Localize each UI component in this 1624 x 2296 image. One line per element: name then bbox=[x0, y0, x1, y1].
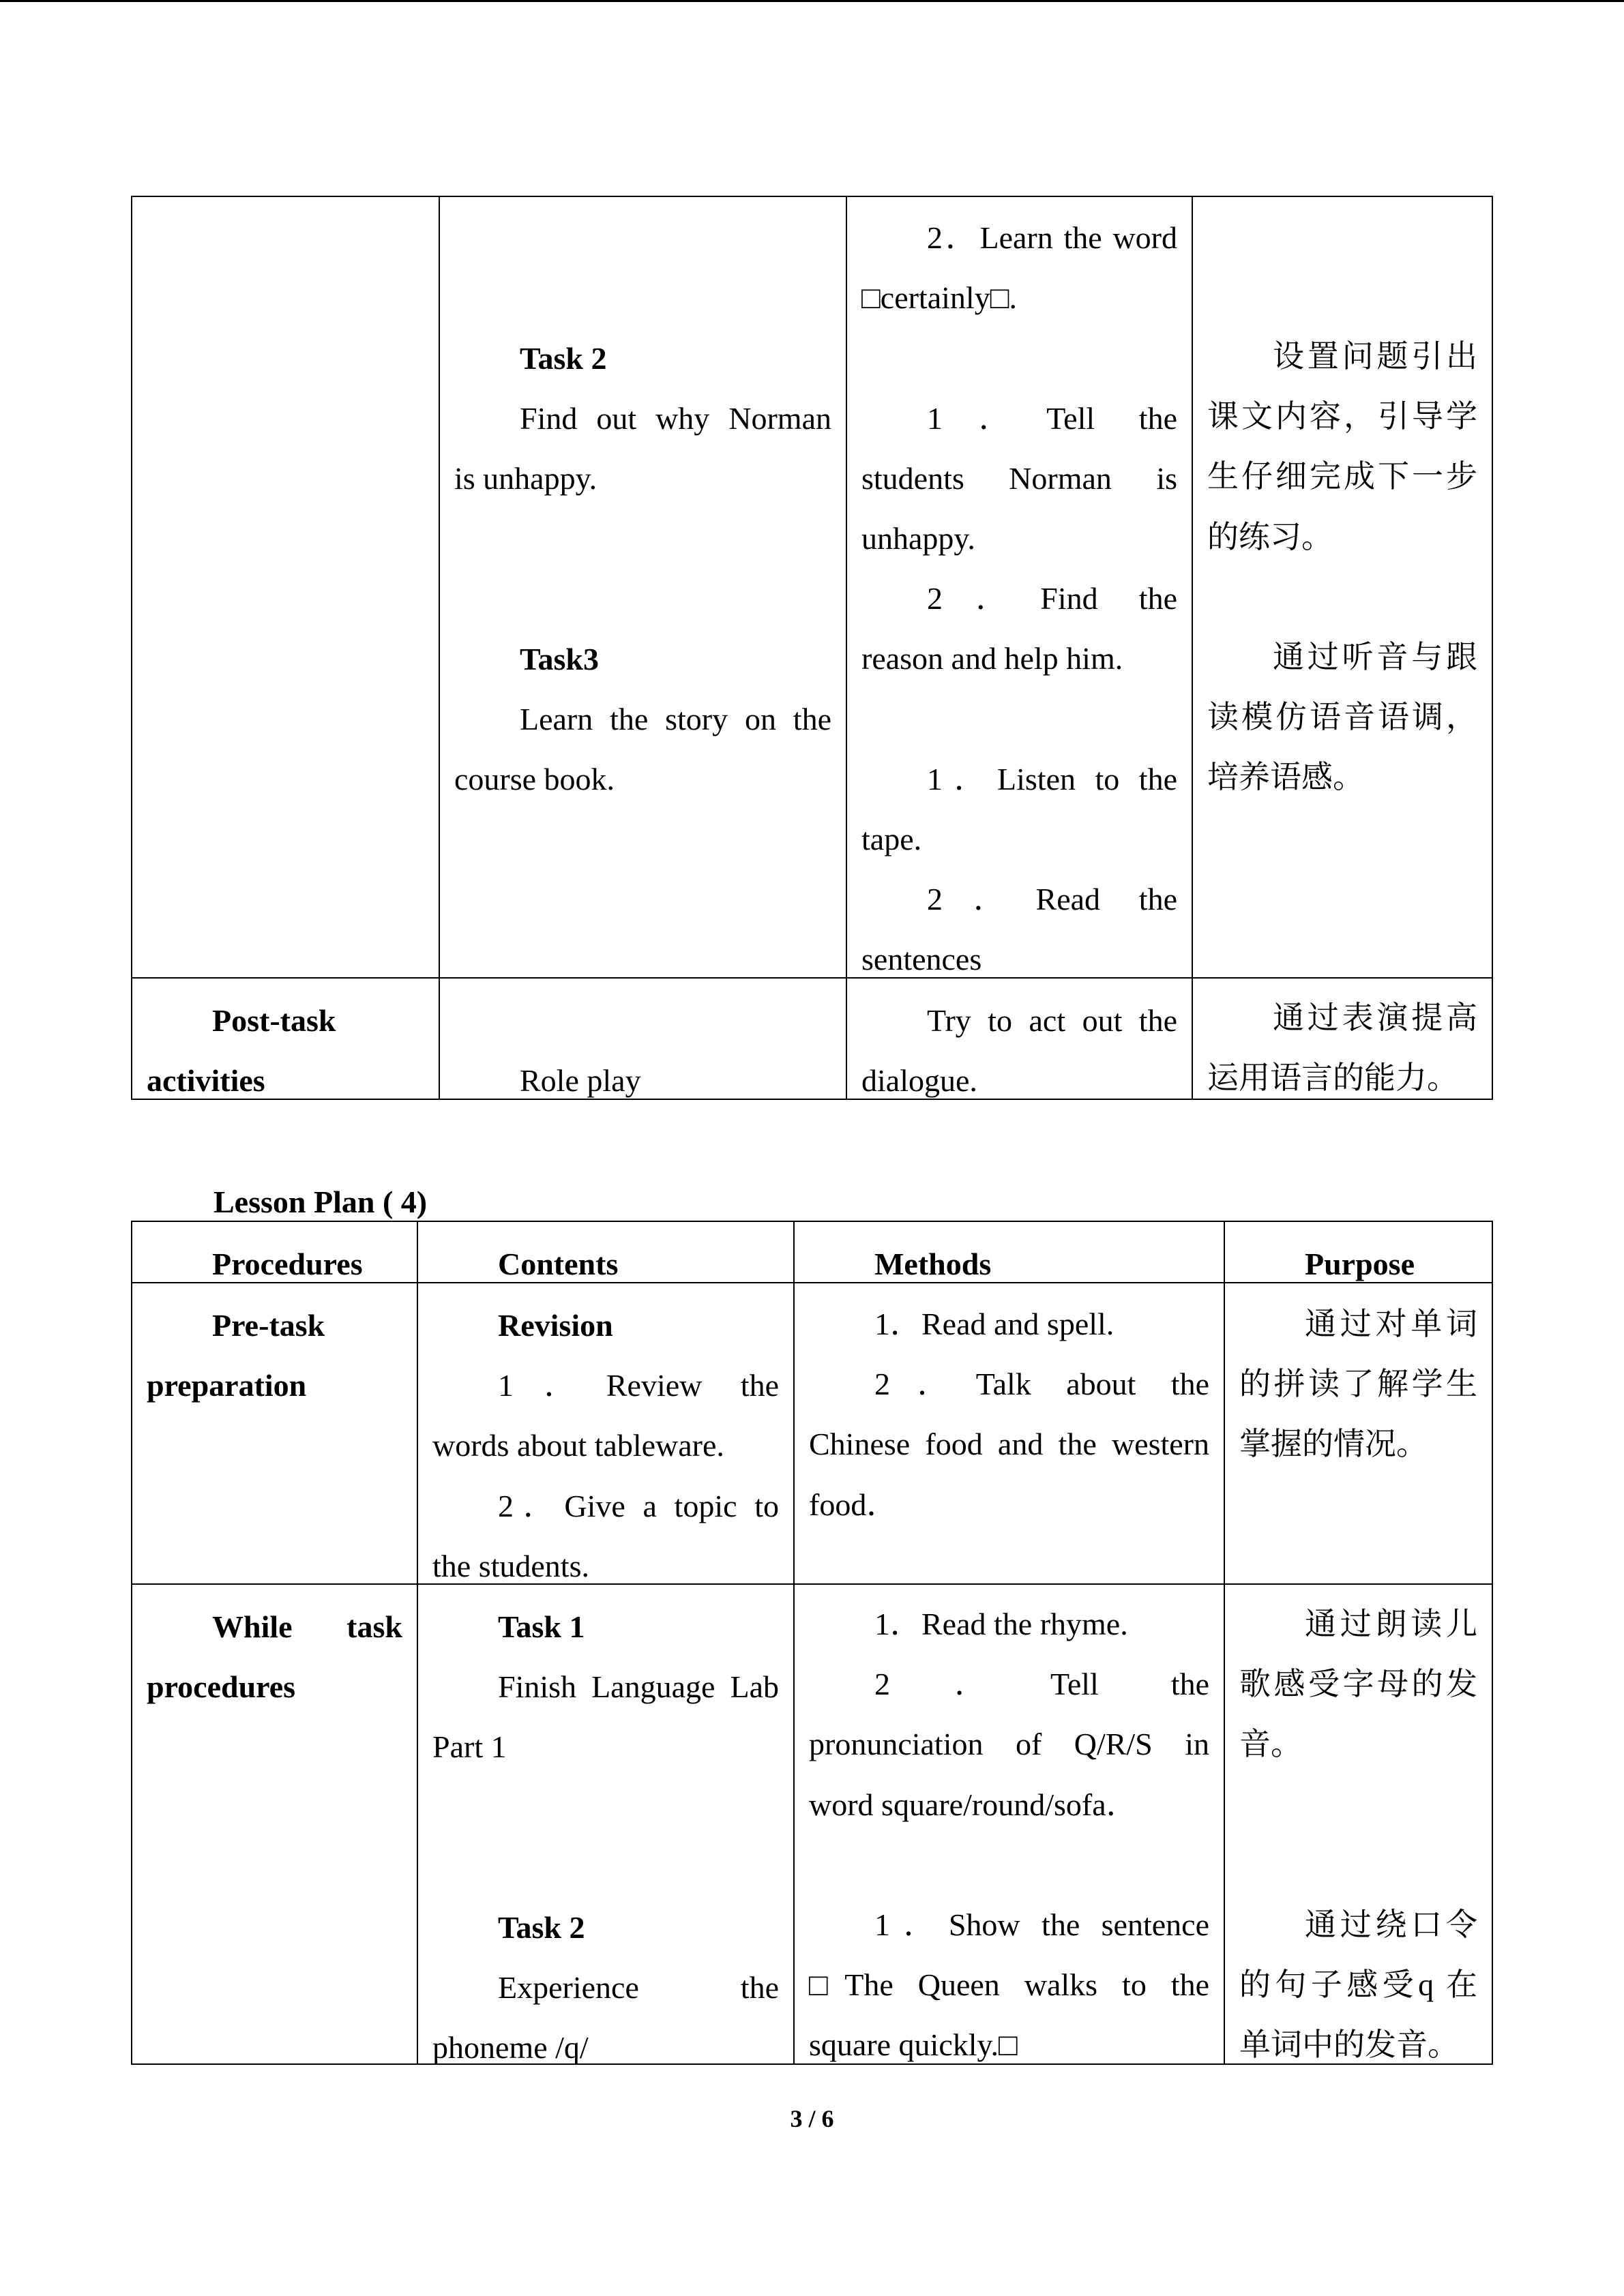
paragraph-group bbox=[1207, 627, 1477, 808]
text-line: Try to act out the bbox=[927, 1003, 1177, 1038]
paragraph bbox=[809, 1594, 1209, 1654]
paragraph bbox=[147, 1296, 402, 1416]
cell-methods bbox=[795, 1585, 1225, 2065]
text-line: 1．Read the rhyme. bbox=[874, 1607, 1128, 1641]
task-heading bbox=[432, 1898, 779, 1958]
text-line: 的拼读了解学生 bbox=[1239, 1367, 1477, 1402]
paragraph bbox=[809, 1354, 1209, 1535]
paragraph bbox=[809, 1895, 1209, 2076]
text-line: activities bbox=[147, 1063, 265, 1099]
task-heading bbox=[454, 629, 831, 689]
paragraph bbox=[147, 991, 424, 1111]
cell-contents bbox=[418, 1283, 795, 1585]
text-line: word square/round/sofa． bbox=[809, 1787, 1138, 1822]
text-line: preparation bbox=[147, 1368, 307, 1403]
paragraph bbox=[861, 991, 1177, 1111]
column-header-purpose bbox=[1225, 1222, 1493, 1283]
paragraph-group bbox=[861, 991, 1177, 1111]
paragraph bbox=[147, 1597, 402, 1717]
column-header-procedures bbox=[132, 1222, 418, 1283]
text-line: 掌握的情况。 bbox=[1239, 1427, 1428, 1462]
text-line: Learn the story on the bbox=[520, 702, 831, 737]
paragraph-group bbox=[454, 629, 831, 810]
header-label: Methods bbox=[874, 1247, 992, 1281]
text-line: 2．Learn the word bbox=[927, 220, 1177, 255]
paragraph bbox=[861, 869, 1177, 989]
text-line: 2．Talk about the bbox=[874, 1367, 1209, 1402]
text-line: Task 1 bbox=[498, 1609, 585, 1644]
text-line: 通过绕口令 bbox=[1305, 1907, 1477, 1942]
paragraph-group bbox=[861, 749, 1177, 990]
paragraph bbox=[432, 1657, 779, 1777]
paragraph bbox=[1207, 627, 1477, 808]
text-line: Experience the bbox=[498, 1970, 779, 2006]
cell-procedure bbox=[132, 979, 440, 1100]
paragraph bbox=[809, 1294, 1209, 1354]
lesson-plan-table bbox=[131, 1221, 1493, 2065]
text-line: 课文内容，引导学 bbox=[1207, 399, 1477, 434]
paragraph-group bbox=[861, 208, 1177, 328]
paragraph bbox=[861, 749, 1177, 869]
text-line: the students. bbox=[432, 1548, 589, 1583]
cell-contents bbox=[440, 197, 847, 979]
text-line: 通过朗读儿 bbox=[1305, 1607, 1477, 1641]
paragraph-group bbox=[809, 1895, 1209, 2076]
paragraph bbox=[809, 1654, 1209, 1835]
cell-methods bbox=[847, 979, 1193, 1100]
text-line: course book. bbox=[454, 762, 615, 797]
text-line: tape. bbox=[861, 822, 922, 856]
text-line: food． bbox=[809, 1487, 898, 1522]
paragraph bbox=[1207, 988, 1477, 1108]
paragraph bbox=[1239, 1294, 1477, 1475]
text-line: reason and help him. bbox=[861, 641, 1123, 676]
text-line: sentences bbox=[861, 942, 982, 977]
cell-methods bbox=[795, 1283, 1225, 1585]
text-line: students Norman is bbox=[861, 460, 1177, 496]
paragraph bbox=[432, 1356, 779, 1476]
paragraph-group bbox=[454, 1051, 831, 1111]
paragraph-group bbox=[1239, 1294, 1477, 1475]
text-line: Task3 bbox=[520, 642, 599, 676]
paragraph bbox=[454, 1051, 831, 1111]
text-line: 2．Find the bbox=[927, 581, 1177, 616]
text-line: square quickly.□ bbox=[809, 2027, 1018, 2063]
lesson-plan-table-continued bbox=[131, 196, 1493, 1100]
text-line: 2．Read the bbox=[927, 882, 1177, 917]
text-line: Revision bbox=[498, 1308, 613, 1343]
text-line: is unhappy. bbox=[454, 461, 597, 496]
paragraph bbox=[861, 569, 1177, 689]
text-line: 设置问题引出 bbox=[1273, 339, 1477, 374]
text-line: 1．Tell the bbox=[927, 400, 1177, 436]
text-line: dialogue. bbox=[861, 1063, 977, 1099]
text-line: 音。 bbox=[1239, 1727, 1302, 1762]
text-line: 运用语言的能力。 bbox=[1207, 1060, 1458, 1096]
header-label: Purpose bbox=[1305, 1247, 1415, 1281]
paragraph bbox=[454, 389, 831, 509]
paragraph-group bbox=[809, 1294, 1209, 1535]
text-line: words about tableware. bbox=[432, 1428, 724, 1463]
text-line: 2．Tell the bbox=[874, 1667, 1209, 1702]
paragraph-group bbox=[1207, 327, 1477, 567]
text-line: Pre-task bbox=[212, 1308, 325, 1343]
section-title: Lesson Plan ( 4) bbox=[213, 1184, 428, 1219]
paragraph bbox=[1207, 327, 1477, 567]
cell-contents bbox=[440, 979, 847, 1100]
header-label: Procedures bbox=[212, 1247, 363, 1281]
paragraph bbox=[1239, 1594, 1477, 1775]
text-line: unhappy. bbox=[861, 521, 975, 556]
task-heading bbox=[454, 329, 831, 389]
paragraph-group bbox=[1239, 1594, 1477, 1775]
cell-purpose bbox=[1193, 197, 1493, 979]
text-line: phoneme /q/ bbox=[432, 2030, 589, 2066]
page-number: 3 / 6 bbox=[790, 2105, 834, 2132]
text-line: Finish Language Lab bbox=[498, 1669, 779, 1705]
text-line: 读模仿语音语调， bbox=[1207, 700, 1477, 735]
text-line: procedures bbox=[147, 1669, 296, 1705]
text-line: Role play bbox=[520, 1063, 641, 1098]
text-line: Chinese food and the western bbox=[809, 1427, 1209, 1462]
paragraph-group bbox=[1239, 1895, 1477, 2076]
paragraph-group bbox=[1207, 988, 1477, 1108]
text-line: 通过听音与跟 bbox=[1273, 640, 1477, 674]
text-line: 1．Show the sentence bbox=[874, 1907, 1209, 1942]
header-label: Contents bbox=[498, 1247, 619, 1281]
text-line: 1．Read and spell. bbox=[874, 1307, 1114, 1341]
paragraph bbox=[861, 389, 1177, 569]
text-line: 通过对单词 bbox=[1305, 1307, 1477, 1341]
cell-procedure bbox=[132, 1585, 418, 2065]
paragraph-group bbox=[861, 389, 1177, 689]
text-line: 歌感受字母的发 bbox=[1239, 1667, 1477, 1702]
text-line: Task 2 bbox=[498, 1910, 585, 1945]
text-line: 单词中的发音。 bbox=[1239, 2027, 1459, 2063]
text-line: 的练习。 bbox=[1207, 519, 1333, 554]
text-line: Part 1 bbox=[432, 1729, 507, 1765]
cell-purpose bbox=[1193, 979, 1493, 1100]
paragraph-group bbox=[147, 991, 424, 1111]
paragraph bbox=[432, 1958, 779, 2078]
task-heading bbox=[432, 1597, 779, 1657]
cell-procedure bbox=[132, 197, 440, 979]
column-header-contents bbox=[418, 1222, 795, 1283]
text-line: 生仔细完成下一步 bbox=[1207, 459, 1477, 494]
paragraph-group bbox=[454, 329, 831, 509]
text-line: Post-task bbox=[212, 1003, 336, 1038]
text-line: □The Queen walks to the bbox=[809, 1967, 1209, 2003]
paragraph bbox=[454, 689, 831, 809]
cell-contents bbox=[418, 1585, 795, 2065]
text-line: 的句子感受q 在 bbox=[1239, 1967, 1477, 2003]
text-line: 2．Give a topic to bbox=[498, 1488, 779, 1523]
cell-purpose bbox=[1225, 1283, 1493, 1585]
text-line: 1．Review the bbox=[498, 1368, 779, 1403]
text-line: While task bbox=[212, 1609, 402, 1644]
paragraph bbox=[861, 208, 1177, 328]
text-line: 1．Listen to the bbox=[927, 761, 1177, 796]
text-line: 培养语感。 bbox=[1207, 760, 1364, 795]
cell-methods bbox=[847, 197, 1193, 979]
paragraph-group bbox=[809, 1594, 1209, 1835]
cell-procedure bbox=[132, 1283, 418, 1585]
paragraph-group bbox=[432, 1296, 779, 1596]
text-line: 通过表演提高 bbox=[1273, 1000, 1477, 1035]
paragraph bbox=[1239, 1895, 1477, 2076]
column-header-methods bbox=[795, 1222, 1225, 1283]
paragraph-group bbox=[147, 1597, 402, 1717]
paragraph-group bbox=[147, 1296, 402, 1416]
page-top-edge bbox=[0, 0, 1624, 2]
paragraph bbox=[432, 1476, 779, 1596]
text-line: Find out why Norman bbox=[520, 401, 831, 436]
text-line: Task 2 bbox=[520, 341, 607, 376]
cell-purpose bbox=[1225, 1585, 1493, 2065]
task-heading bbox=[432, 1296, 779, 1356]
text-line: □certainly□. bbox=[861, 280, 1017, 316]
text-line: pronunciation of Q/R/S in bbox=[809, 1727, 1209, 1762]
paragraph-group bbox=[432, 1898, 779, 2078]
paragraph-group bbox=[432, 1597, 779, 1778]
